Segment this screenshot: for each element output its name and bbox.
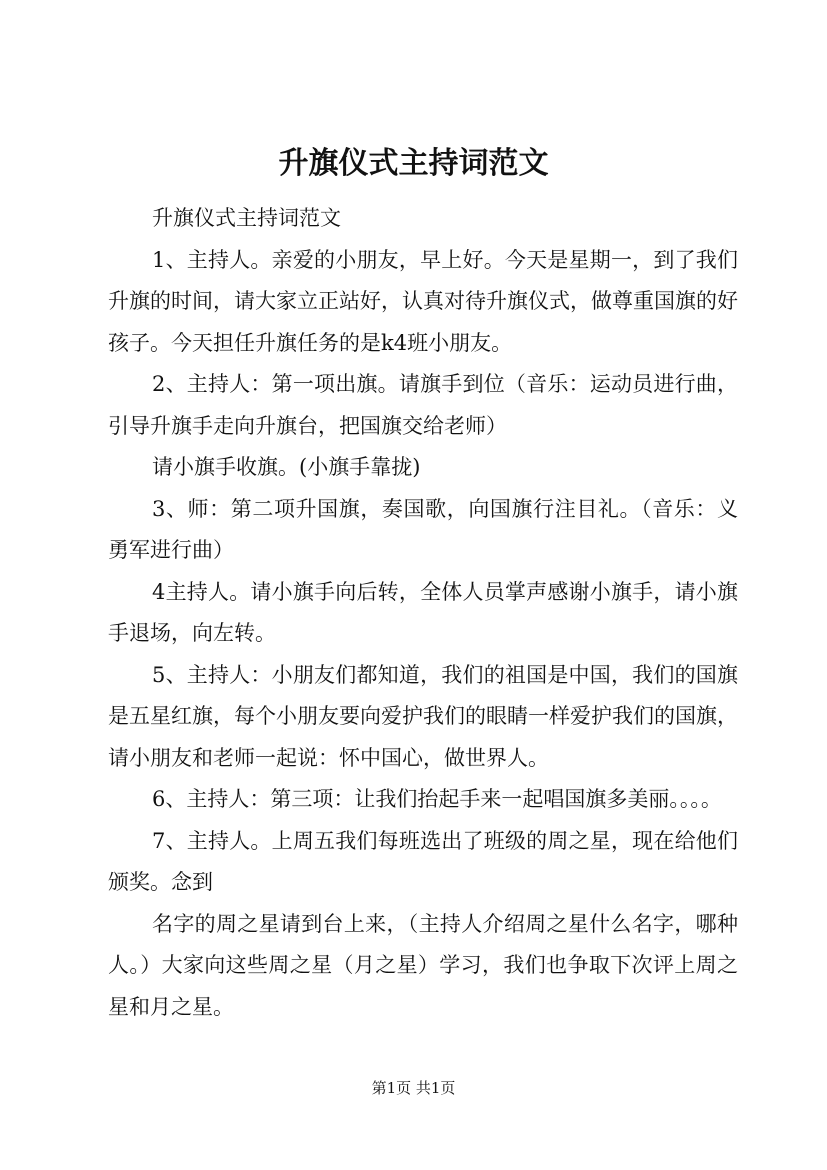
paragraph-4: 4主持人。请小旗手向后转，全体人员掌声感谢小旗手，请小旗手退场，向左转。 xyxy=(108,579,738,645)
paragraph-2: 2、主持人：第一项出旗。请旗手到位（音乐：运动员进行曲，引导升旗手走向升旗台，把国旗交给老师） xyxy=(108,372,738,438)
paragraph-flag-collect: 请小旗手收旗。(小旗手靠拢) xyxy=(152,455,421,479)
paragraph-7: 7、主持人。上周五我们每班选出了班级的周之星，现在给他们颁奖。念到 xyxy=(108,828,738,894)
page-footer: 第1页 共1页 xyxy=(371,1079,456,1097)
paragraph-subtitle: 升旗仪式主持词范文 xyxy=(152,206,341,230)
document-title: 升旗仪式主持词范文 xyxy=(278,146,549,181)
paragraph-1: 1、主持人。亲爱的小朋友，早上好。今天是星期一，到了我们升旗的时间，请大家立正站好，认真对待升旗仪式，做尊重国旗的好孩子。今天担任升旗任务的是k4班小朋友。 xyxy=(108,247,738,355)
document-body xyxy=(108,198,738,1028)
paragraph-3: 3、师：第二项升国旗，奏国歌，向国旗行注目礼。（音乐：义勇军进行曲） xyxy=(108,496,738,562)
paragraph-5: 5、主持人：小朋友们都知道，我们的祖国是中国，我们的国旗是五星红旗，每个小朋友要向爱护我们的眼睛一样爱护我们的国旗，请小朋友和老师一起说：怀中国心，做世界人。 xyxy=(108,662,738,770)
paragraph-6: 6、主持人：第三项：让我们抬起手来一起唱国旗多美丽。。。。 xyxy=(152,787,722,811)
paragraph-7-continued: 名字的周之星请到台上来，（主持人介绍周之星什么名字，哪种人。）大家向这些周之星（月之星）学习，我们也争取下次评上周之星和月之星。 xyxy=(108,911,738,1019)
